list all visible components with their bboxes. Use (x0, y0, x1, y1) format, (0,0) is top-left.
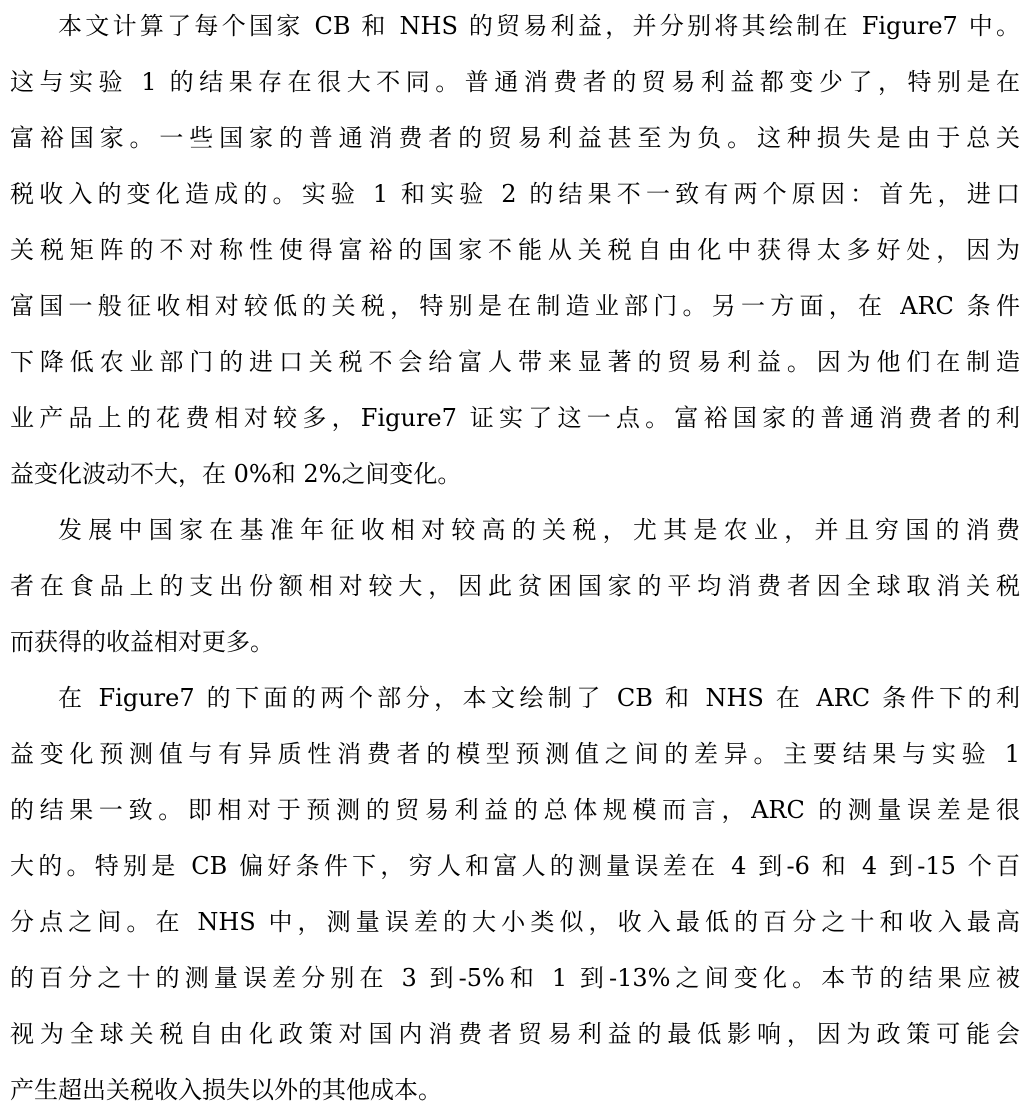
paragraph-line: 者在食品上的支出份额相对较大，因此贫困国家的平均消费者因全球取消关税 (10, 572, 1020, 600)
paragraph-line: 的百分之十的测量误差分别在 3 到-5%和 1 到-13%之间变化。本节的结果应被 (10, 964, 1020, 992)
paragraph-line: 发展中国家在基准年征收相对较高的关税，尤其是农业，并且穷国的消费 (58, 516, 1020, 544)
paragraph-line: 视为全球关税自由化政策对国内消费者贸易利益的最低影响，因为政策可能会 (10, 1020, 1020, 1048)
paragraph-line: 大的。特别是 CB 偏好条件下，穷人和富人的测量误差在 4 到-6 和 4 到-15 个百 (10, 852, 1020, 880)
paragraph-line: 业产品上的花费相对较多，Figure7 证实了这一点。富裕国家的普通消费者的利 (10, 404, 1020, 432)
paragraph-line: 下降低农业部门的进口关税不会给富人带来显著的贸易利益。因为他们在制造 (10, 348, 1020, 376)
paragraph-line: 税收入的变化造成的。实验 1 和实验 2 的结果不一致有两个原因：首先，进口 (10, 180, 1020, 208)
paragraph-line: 关税矩阵的不对称性使得富裕的国家不能从关税自由化中获得太多好处，因为 (10, 236, 1020, 264)
paragraph-line: 而获得的收益相对更多。 (10, 628, 274, 656)
paragraph-line: 益变化波动不大，在 0%和 2%之间变化。 (10, 460, 462, 488)
document-page (10, 0, 1020, 1120)
paragraph-line: 分点之间。在 NHS 中，测量误差的大小类似，收入最低的百分之十和收入最高 (10, 908, 1020, 936)
paragraph-3 (10, 672, 1020, 1120)
paragraph-line: 的结果一致。即相对于预测的贸易利益的总体规模而言，ARC 的测量误差是很 (10, 796, 1020, 824)
paragraph-line: 本文计算了每个国家 CB 和 NHS 的贸易利益，并分别将其绘制在 Figure7 中。 (58, 12, 1020, 40)
paragraph-line: 富裕国家。一些国家的普通消费者的贸易利益甚至为负。这种损失是由于总关 (10, 124, 1020, 152)
paragraph-line: 益变化预测值与有异质性消费者的模型预测值之间的差异。主要结果与实验 1 (10, 740, 1020, 768)
paragraph-2 (10, 504, 1020, 672)
paragraph-line: 产生超出关税收入损失以外的其他成本。 (10, 1076, 442, 1104)
paragraph-line: 在 Figure7 的下面的两个部分，本文绘制了 CB 和 NHS 在 ARC 条件下的利 (58, 684, 1020, 712)
paragraph-line: 这与实验 1 的结果存在很大不同。普通消费者的贸易利益都变少了，特别是在 (10, 68, 1020, 96)
paragraph-1 (10, 0, 1020, 504)
paragraph-line: 富国一般征收相对较低的关税，特别是在制造业部门。另一方面，在 ARC 条件 (10, 292, 1020, 320)
